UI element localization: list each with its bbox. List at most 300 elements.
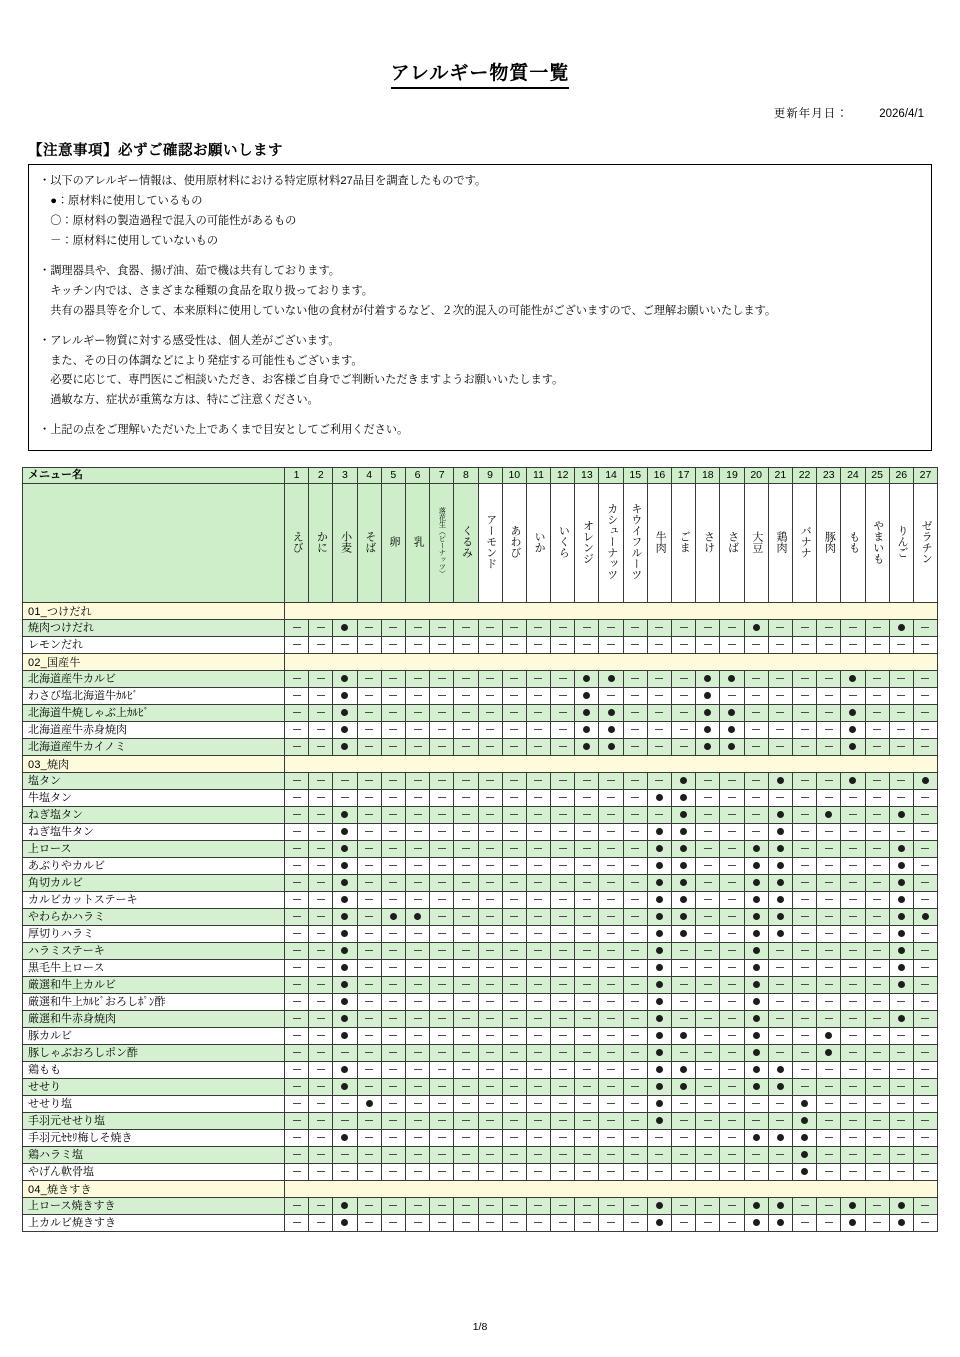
mark-none — [405, 926, 429, 943]
dash-icon — [921, 729, 929, 730]
dash-icon — [680, 1137, 688, 1138]
dash-icon — [438, 644, 446, 645]
mark-none — [865, 620, 889, 637]
dash-icon — [704, 916, 712, 917]
mark-none — [357, 1215, 381, 1232]
mark-none — [623, 722, 647, 739]
mark-used — [817, 807, 841, 824]
filled-circle-icon — [922, 913, 929, 920]
mark-none — [623, 807, 647, 824]
mark-none — [430, 875, 454, 892]
filled-circle-icon — [341, 828, 348, 835]
mark-none — [478, 875, 502, 892]
mark-none — [478, 705, 502, 722]
mark-none — [599, 994, 623, 1011]
mark-none — [865, 637, 889, 654]
dash-icon — [534, 984, 542, 985]
table-row — [23, 1147, 938, 1164]
mark-none — [575, 977, 599, 994]
mark-none — [575, 1164, 599, 1181]
filled-circle-icon — [753, 964, 760, 971]
mark-none — [357, 773, 381, 790]
menu-item-name: 北海道産牛赤身焼肉 — [23, 722, 285, 739]
dash-icon — [414, 797, 422, 798]
mark-used — [768, 824, 792, 841]
mark-used — [647, 824, 671, 841]
dash-icon — [559, 899, 567, 900]
dash-icon — [293, 644, 301, 645]
filled-circle-icon — [753, 998, 760, 1005]
mark-none — [381, 1147, 405, 1164]
filled-circle-icon — [898, 624, 905, 631]
category-label: 03_焼肉 — [23, 756, 285, 773]
dash-icon — [486, 1154, 494, 1155]
mark-none — [599, 1198, 623, 1215]
mark-none — [599, 773, 623, 790]
dash-icon — [897, 1086, 905, 1087]
mark-none — [817, 1079, 841, 1096]
mark-none — [696, 1079, 720, 1096]
mark-none — [551, 960, 575, 977]
mark-none — [817, 994, 841, 1011]
dash-icon — [534, 1035, 542, 1036]
filled-circle-icon — [341, 1015, 348, 1022]
allergen-header-15 — [623, 484, 647, 603]
mark-none — [381, 1096, 405, 1113]
mark-none — [623, 1147, 647, 1164]
dash-icon — [414, 1205, 422, 1206]
dash-icon — [559, 865, 567, 866]
dash-icon — [317, 1103, 325, 1104]
dash-icon — [438, 678, 446, 679]
menu-item-name: 手羽元せせり塩 — [23, 1113, 285, 1130]
mark-none — [768, 1164, 792, 1181]
dash-icon — [559, 712, 567, 713]
mark-none — [672, 705, 696, 722]
mark-none — [285, 722, 309, 739]
dash-icon — [438, 899, 446, 900]
filled-circle-icon — [801, 1168, 808, 1175]
filled-circle-icon — [341, 896, 348, 903]
mark-none — [792, 841, 816, 858]
mark-none — [889, 1079, 913, 1096]
mark-none — [575, 1096, 599, 1113]
dash-icon — [534, 1137, 542, 1138]
mark-none — [405, 960, 429, 977]
dash-icon — [293, 865, 301, 866]
filled-circle-icon — [341, 811, 348, 818]
mark-none — [768, 620, 792, 637]
dash-icon — [389, 933, 397, 934]
dash-icon — [389, 814, 397, 815]
mark-none — [865, 926, 889, 943]
mark-used — [768, 1215, 792, 1232]
mark-none — [841, 1079, 865, 1096]
mark-none — [720, 1113, 744, 1130]
menu-item-name: 角切カルビ — [23, 875, 285, 892]
dash-icon — [873, 933, 881, 934]
dash-icon — [317, 729, 325, 730]
mark-none — [720, 1062, 744, 1079]
allergen-label: えび — [291, 530, 304, 553]
dash-icon — [414, 678, 422, 679]
dash-icon — [462, 1018, 470, 1019]
dash-icon — [389, 882, 397, 883]
dash-icon — [921, 1120, 929, 1121]
filled-circle-icon — [656, 1066, 663, 1073]
filled-circle-icon — [898, 811, 905, 818]
dash-icon — [293, 1137, 301, 1138]
filled-circle-icon — [656, 845, 663, 852]
mark-none — [478, 1096, 502, 1113]
allergen-label: 落花生（ピーナッツ） — [438, 506, 446, 577]
category-row-fill — [285, 603, 938, 620]
mark-none — [454, 705, 478, 722]
mark-none — [526, 1028, 550, 1045]
mark-none — [405, 977, 429, 994]
dash-icon — [365, 1086, 373, 1087]
mark-none — [478, 1147, 502, 1164]
dash-icon — [389, 746, 397, 747]
filled-circle-icon — [341, 913, 348, 920]
mark-none — [913, 977, 937, 994]
filled-circle-icon — [680, 913, 687, 920]
mark-none — [865, 790, 889, 807]
mark-none — [575, 637, 599, 654]
dash-icon — [365, 1001, 373, 1002]
mark-none — [309, 1130, 333, 1147]
dash-icon — [897, 780, 905, 781]
dash-icon — [365, 1120, 373, 1121]
mark-used — [744, 1130, 768, 1147]
mark-none — [817, 858, 841, 875]
mark-none — [623, 909, 647, 926]
filled-circle-icon — [656, 947, 663, 954]
dash-icon — [752, 712, 760, 713]
dash-icon — [559, 1154, 567, 1155]
dash-icon — [631, 831, 639, 832]
mark-none — [430, 807, 454, 824]
dash-icon — [365, 729, 373, 730]
dash-icon — [414, 644, 422, 645]
mark-none — [285, 739, 309, 756]
dash-icon — [534, 746, 542, 747]
mark-none — [720, 1045, 744, 1062]
mark-none — [913, 790, 937, 807]
mark-used — [575, 688, 599, 705]
dash-icon — [704, 1086, 712, 1087]
mark-none — [454, 994, 478, 1011]
mark-none — [672, 1011, 696, 1028]
mark-none — [599, 875, 623, 892]
mark-none — [792, 1079, 816, 1096]
allergen-header-11 — [526, 484, 550, 603]
mark-none — [454, 841, 478, 858]
allergen-label: いくら — [557, 525, 570, 559]
filled-circle-icon — [898, 1202, 905, 1209]
mark-none — [526, 1011, 550, 1028]
dash-icon — [486, 797, 494, 798]
mark-none — [768, 1096, 792, 1113]
dash-icon — [801, 1222, 809, 1223]
dash-icon — [365, 967, 373, 968]
dash-icon — [486, 1137, 494, 1138]
mark-none — [696, 960, 720, 977]
dash-icon — [921, 1086, 929, 1087]
dash-icon — [534, 814, 542, 815]
dash-icon — [801, 712, 809, 713]
dash-icon — [414, 1069, 422, 1070]
allergen-number-22: 22 — [792, 468, 816, 484]
dash-icon — [825, 712, 833, 713]
mark-none — [792, 824, 816, 841]
mark-none — [502, 977, 526, 994]
dash-icon — [921, 1205, 929, 1206]
dash-icon — [680, 1001, 688, 1002]
mark-none — [357, 722, 381, 739]
mark-none — [285, 858, 309, 875]
dash-icon — [704, 1171, 712, 1172]
menu-item-name: ねぎ塩タン — [23, 807, 285, 824]
dash-icon — [849, 695, 857, 696]
filled-circle-icon — [390, 913, 397, 920]
allergen-label: バナナ — [799, 525, 812, 559]
table-row — [23, 637, 938, 654]
dash-icon — [510, 712, 518, 713]
dash-icon — [728, 627, 736, 628]
mark-none — [817, 688, 841, 705]
dash-icon — [559, 797, 567, 798]
mark-none — [913, 620, 937, 637]
mark-none — [309, 688, 333, 705]
dash-icon — [728, 848, 736, 849]
dash-icon — [486, 1103, 494, 1104]
mark-none — [817, 909, 841, 926]
mark-none — [357, 1045, 381, 1062]
allergen-header-1 — [285, 484, 309, 603]
notice-section — [28, 139, 932, 451]
dash-icon — [897, 1069, 905, 1070]
mark-none — [865, 688, 889, 705]
mark-none — [623, 977, 647, 994]
dash-icon — [873, 865, 881, 866]
mark-none — [744, 1147, 768, 1164]
mark-none — [551, 875, 575, 892]
menu-item-name: 厳選和牛上ｶﾙﾋﾞおろしﾎﾟﾝ酢 — [23, 994, 285, 1011]
filled-circle-icon — [680, 794, 687, 801]
mark-none — [357, 1028, 381, 1045]
filled-circle-icon — [801, 1117, 808, 1124]
notice-line: ・アレルギー物質に対する感受性は、個人差がございます。 — [39, 334, 340, 347]
dash-icon — [293, 746, 301, 747]
mark-none — [502, 671, 526, 688]
mark-none — [865, 824, 889, 841]
mark-none — [913, 722, 937, 739]
mark-none — [454, 1079, 478, 1096]
dash-icon — [510, 746, 518, 747]
dash-icon — [825, 1001, 833, 1002]
mark-none — [768, 1028, 792, 1045]
dash-icon — [801, 950, 809, 951]
mark-none — [405, 671, 429, 688]
filled-circle-icon — [898, 879, 905, 886]
mark-used — [333, 722, 357, 739]
mark-none — [285, 705, 309, 722]
menu-item-name: 豚カルビ — [23, 1028, 285, 1045]
mark-none — [575, 1198, 599, 1215]
mark-none — [285, 977, 309, 994]
allergen-number-8: 8 — [454, 468, 478, 484]
dash-icon — [655, 780, 663, 781]
filled-circle-icon — [728, 743, 735, 750]
dash-icon — [776, 1171, 784, 1172]
dash-icon — [897, 831, 905, 832]
dash-icon — [438, 1086, 446, 1087]
dash-icon — [510, 1154, 518, 1155]
dash-icon — [438, 1137, 446, 1138]
mark-none — [575, 1079, 599, 1096]
mark-used — [647, 909, 671, 926]
mark-none — [478, 722, 502, 739]
dash-icon — [317, 848, 325, 849]
mark-none — [792, 977, 816, 994]
mark-none — [623, 1045, 647, 1062]
mark-used — [672, 807, 696, 824]
mark-none — [865, 1113, 889, 1130]
dash-icon — [849, 984, 857, 985]
allergen-label: カシューナッツ — [605, 503, 618, 581]
allergen-header-3 — [333, 484, 357, 603]
mark-used — [768, 858, 792, 875]
mark-none — [381, 1011, 405, 1028]
mark-none — [502, 824, 526, 841]
dash-icon — [534, 678, 542, 679]
dash-icon — [414, 1052, 422, 1053]
mark-none — [381, 977, 405, 994]
mark-none — [623, 892, 647, 909]
dash-icon — [365, 899, 373, 900]
mark-none — [744, 739, 768, 756]
dash-icon — [438, 1120, 446, 1121]
mark-none — [913, 637, 937, 654]
filled-circle-icon — [656, 1202, 663, 1209]
mark-used — [889, 926, 913, 943]
mark-none — [430, 1079, 454, 1096]
allergen-number-7: 7 — [430, 468, 454, 484]
dash-icon — [607, 627, 615, 628]
mark-none — [575, 994, 599, 1011]
dash-icon — [873, 712, 881, 713]
mark-none — [623, 1198, 647, 1215]
dash-icon — [631, 967, 639, 968]
mark-none — [720, 977, 744, 994]
mark-none — [357, 892, 381, 909]
dash-icon — [534, 1103, 542, 1104]
mark-used — [889, 620, 913, 637]
mark-none — [551, 620, 575, 637]
mark-used — [768, 892, 792, 909]
dash-icon — [776, 1001, 784, 1002]
mark-none — [696, 1062, 720, 1079]
mark-none — [285, 620, 309, 637]
mark-none — [913, 671, 937, 688]
mark-none — [720, 892, 744, 909]
mark-none — [502, 909, 526, 926]
mark-none — [623, 960, 647, 977]
mark-none — [575, 926, 599, 943]
mark-none — [913, 1164, 937, 1181]
mark-none — [817, 705, 841, 722]
dash-icon — [341, 1103, 349, 1104]
dash-icon — [317, 746, 325, 747]
mark-none — [454, 1215, 478, 1232]
dash-icon — [631, 644, 639, 645]
dash-icon — [873, 1154, 881, 1155]
table-row — [23, 841, 938, 858]
mark-none — [478, 926, 502, 943]
dash-icon — [486, 695, 494, 696]
mark-none — [405, 1113, 429, 1130]
mark-none — [744, 1113, 768, 1130]
mark-used — [841, 671, 865, 688]
mark-none — [405, 1045, 429, 1062]
mark-used — [889, 960, 913, 977]
mark-none — [478, 688, 502, 705]
dash-icon — [825, 1205, 833, 1206]
mark-none — [913, 841, 937, 858]
mark-none — [551, 1011, 575, 1028]
allergen-header-5 — [381, 484, 405, 603]
dash-icon — [414, 1103, 422, 1104]
dash-icon — [534, 1222, 542, 1223]
mark-used — [647, 943, 671, 960]
mark-none — [405, 1198, 429, 1215]
mark-none — [575, 1147, 599, 1164]
dash-icon — [825, 1137, 833, 1138]
mark-none — [502, 1198, 526, 1215]
dash-icon — [389, 1001, 397, 1002]
mark-none — [865, 1096, 889, 1113]
filled-circle-icon — [801, 1100, 808, 1107]
dash-icon — [825, 933, 833, 934]
mark-none — [696, 824, 720, 841]
dash-icon — [873, 678, 881, 679]
dash-icon — [389, 899, 397, 900]
mark-none — [381, 739, 405, 756]
dash-icon — [462, 916, 470, 917]
table-row — [23, 1028, 938, 1045]
dash-icon — [559, 1001, 567, 1002]
mark-none — [478, 1215, 502, 1232]
dash-icon — [583, 1035, 591, 1036]
mark-none — [599, 841, 623, 858]
mark-used — [744, 1062, 768, 1079]
mark-used — [744, 960, 768, 977]
mark-none — [792, 620, 816, 637]
dash-icon — [873, 950, 881, 951]
dash-icon — [365, 797, 373, 798]
mark-none — [696, 637, 720, 654]
mark-none — [865, 1028, 889, 1045]
category-row-fill — [285, 654, 938, 671]
dash-icon — [389, 644, 397, 645]
mark-none — [551, 977, 575, 994]
mark-none — [357, 739, 381, 756]
dash-icon — [365, 1154, 373, 1155]
mark-none — [792, 722, 816, 739]
mark-none — [623, 1028, 647, 1045]
mark-none — [599, 1045, 623, 1062]
